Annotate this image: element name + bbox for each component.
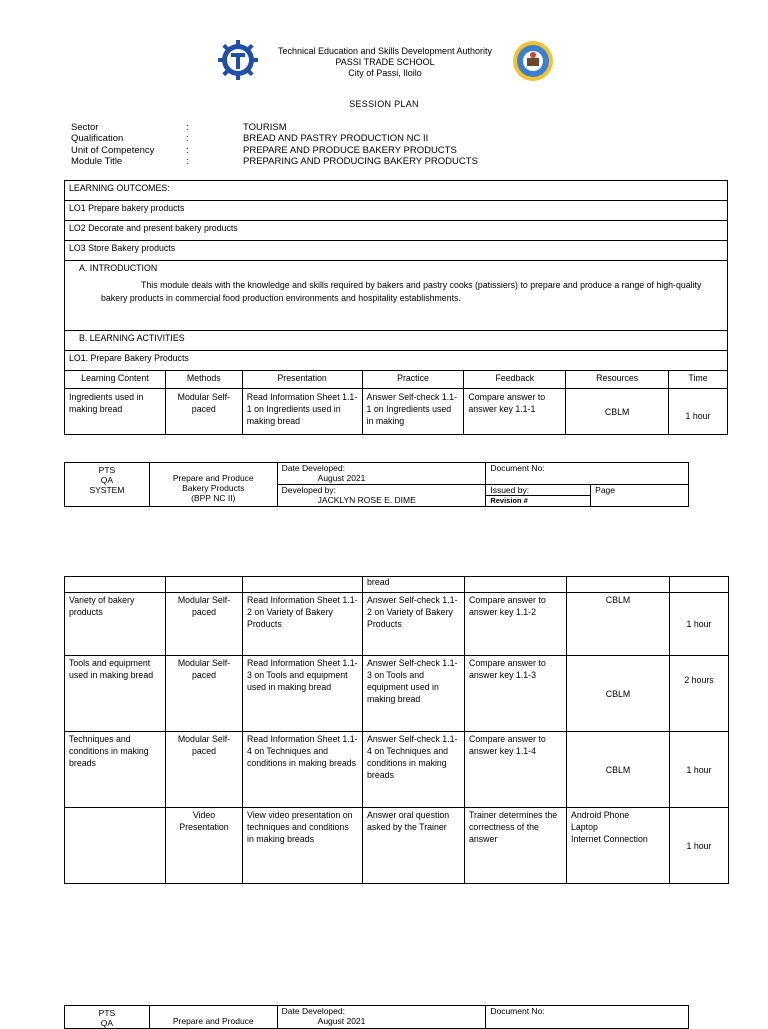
resource-item: Android Phone (571, 810, 630, 820)
learning-activities-table-continued (64, 576, 729, 884)
cell-methods: Video Presentation (166, 808, 243, 884)
cell-feedback: Trainer determines the correctness of the answer (465, 808, 567, 884)
developed-by-value: JACKLYN ROSE E. DIME (317, 495, 416, 505)
cell-practice: Answer Self-check 1.1-4 on Techniques and conditions in making breads (363, 732, 465, 808)
meta-sep: : (186, 133, 189, 145)
cell-feedback: Compare answer to answer key 1.1-2 (465, 593, 567, 656)
col-learning-content: Learning Content (65, 371, 166, 389)
revision-label: Revision # (490, 496, 528, 505)
footer-title-line1: Prepare and Produce (172, 1016, 254, 1026)
meta-block (71, 122, 478, 167)
org-name: Technical Education and Skills Development Authority (277, 46, 493, 56)
cell-resources: CBLM (567, 656, 670, 732)
meta-value: PREPARING AND PRODUCING BAKERY PRODUCTS (243, 155, 478, 167)
introduction-text: This module deals with the knowledge and skills required by bakers and pastry cooks (patissiers) to prepare and produce a range of high-quality bakery products in commercial food production environments and hospitality establishments. (101, 280, 702, 303)
meta-value: TOURISM (243, 122, 287, 133)
cell-time: 1 hour (670, 593, 729, 656)
system-label: SYSTEM (89, 485, 125, 495)
document-footer (64, 462, 689, 507)
meta-label: Unit of Competency (71, 144, 155, 156)
lo2-item: LO2 Decorate and present bakery products (65, 221, 728, 241)
resource-item: Internet Connection (571, 834, 648, 844)
cell-content: Ingredients used in making bread (65, 389, 166, 435)
lo3-item: LO3 Store Bakery products (65, 241, 728, 261)
col-methods: Methods (165, 371, 242, 389)
meta-value: BREAD AND PASTRY PRODUCTION NC II (243, 133, 429, 145)
cell-time: 1 hour (670, 732, 729, 808)
introduction-section (65, 261, 728, 331)
cell-practice: Answer Self-check 1.1-1 on Ingredients used in making (362, 389, 464, 435)
cell-practice: Answer Self-check 1.1-3 on Tools and equipment used in making bread (363, 656, 465, 732)
developed-by-label: Developed by: (281, 485, 336, 495)
date-developed-value: August 2021 (317, 473, 366, 483)
cell-methods: Modular Self-paced (165, 389, 242, 435)
learning-activities-heading: B. LEARNING ACTIVITIES (65, 331, 728, 351)
page-label: Page (591, 485, 689, 507)
cell-presentation: Read Information Sheet 1.1-3 on Tools and equipment used in making bread (243, 656, 363, 732)
col-presentation: Presentation (242, 371, 362, 389)
cell-resources: CBLM (567, 593, 670, 656)
document-no-label: Document No: (486, 463, 689, 485)
cell-feedback: Compare answer to answer key 1.1-3 (465, 656, 567, 732)
meta-label: Qualification (71, 133, 124, 145)
col-resources: Resources (566, 371, 669, 389)
meta-label: Sector (71, 122, 99, 133)
col-practice: Practice (362, 371, 464, 389)
session-plan-table (64, 180, 728, 435)
issued-by-label: Issued by: (486, 485, 590, 496)
cell-resources: CBLM (566, 389, 669, 435)
page-title: SESSION PLAN (349, 99, 419, 109)
cell-resources (567, 808, 670, 884)
document-footer-page2 (64, 1005, 689, 1029)
cell-presentation: Read Information Sheet 1.1-1 on Ingredients used in making bread (242, 389, 362, 435)
cell-presentation: Read Information Sheet 1.1-4 on Techniques and conditions in making breads (243, 732, 363, 808)
pts-label: PTS (98, 465, 116, 475)
resource-item: Laptop (571, 822, 598, 832)
learning-outcomes-heading: LEARNING OUTCOMES: (65, 181, 728, 201)
col-feedback: Feedback (464, 371, 566, 389)
cell-content: Variety of bakery products (65, 593, 166, 656)
cell-content: Tools and equipment used in making bread (65, 656, 166, 732)
cell-methods: Modular Self-paced (166, 732, 243, 808)
pts-label: PTS (98, 1008, 116, 1018)
date-developed-label: Date Developed: (281, 463, 345, 473)
cell-practice-continued: bread (363, 577, 465, 593)
meta-value: PREPARE AND PRODUCE BAKERY PRODUCTS (243, 144, 457, 156)
cell-practice: Answer Self-check 1.1-2 on Variety of Bakery Products (363, 593, 465, 656)
cell-feedback: Compare answer to answer key 1.1-1 (464, 389, 566, 435)
cell-methods: Modular Self-paced (166, 656, 243, 732)
cell-content: Techniques and conditions in making breads (65, 732, 166, 808)
document-no-label: Document No: (486, 1006, 689, 1029)
cell-presentation: Read Information Sheet 1.1-2 on Variety of Bakery Products (243, 593, 363, 656)
introduction-heading: A. INTRODUCTION (79, 263, 158, 273)
meta-sep: : (186, 155, 189, 167)
meta-sep: : (186, 144, 189, 156)
meta-label: Module Title (71, 155, 123, 167)
footer-title-line3: (BPP NC II) (191, 493, 236, 503)
school-city: City of Passi, Iloilo (348, 68, 422, 78)
footer-title-line1: Prepare and Produce (172, 473, 254, 483)
date-developed-value: August 2021 (317, 1016, 366, 1026)
cell-time: 1 hour (670, 808, 729, 884)
school-name: PASSI TRADE SCHOOL (335, 57, 435, 67)
lo1-item: LO1 Prepare bakery products (65, 201, 728, 221)
qa-label: QA (100, 1018, 114, 1028)
cell-time: 2 hours (670, 656, 729, 732)
cell-resources: CBLM (567, 732, 670, 808)
date-developed-label: Date Developed: (281, 1006, 345, 1016)
footer-title-line2: Bakery Products (182, 483, 245, 493)
cell-methods: Modular Self-paced (166, 593, 243, 656)
meta-sep: : (186, 122, 189, 133)
cell-practice: Answer oral question asked by the Trainer (363, 808, 465, 884)
cell-presentation: View video presentation on techniques and conditions in making breads (243, 808, 363, 884)
cell-time: 1 hour (669, 389, 728, 435)
cell-feedback: Compare answer to answer key 1.1-4 (465, 732, 567, 808)
qa-label: QA (100, 475, 114, 485)
lo1-title: LO1. Prepare Bakery Products (65, 351, 728, 371)
col-time: Time (669, 371, 728, 389)
cell-content (65, 808, 166, 884)
